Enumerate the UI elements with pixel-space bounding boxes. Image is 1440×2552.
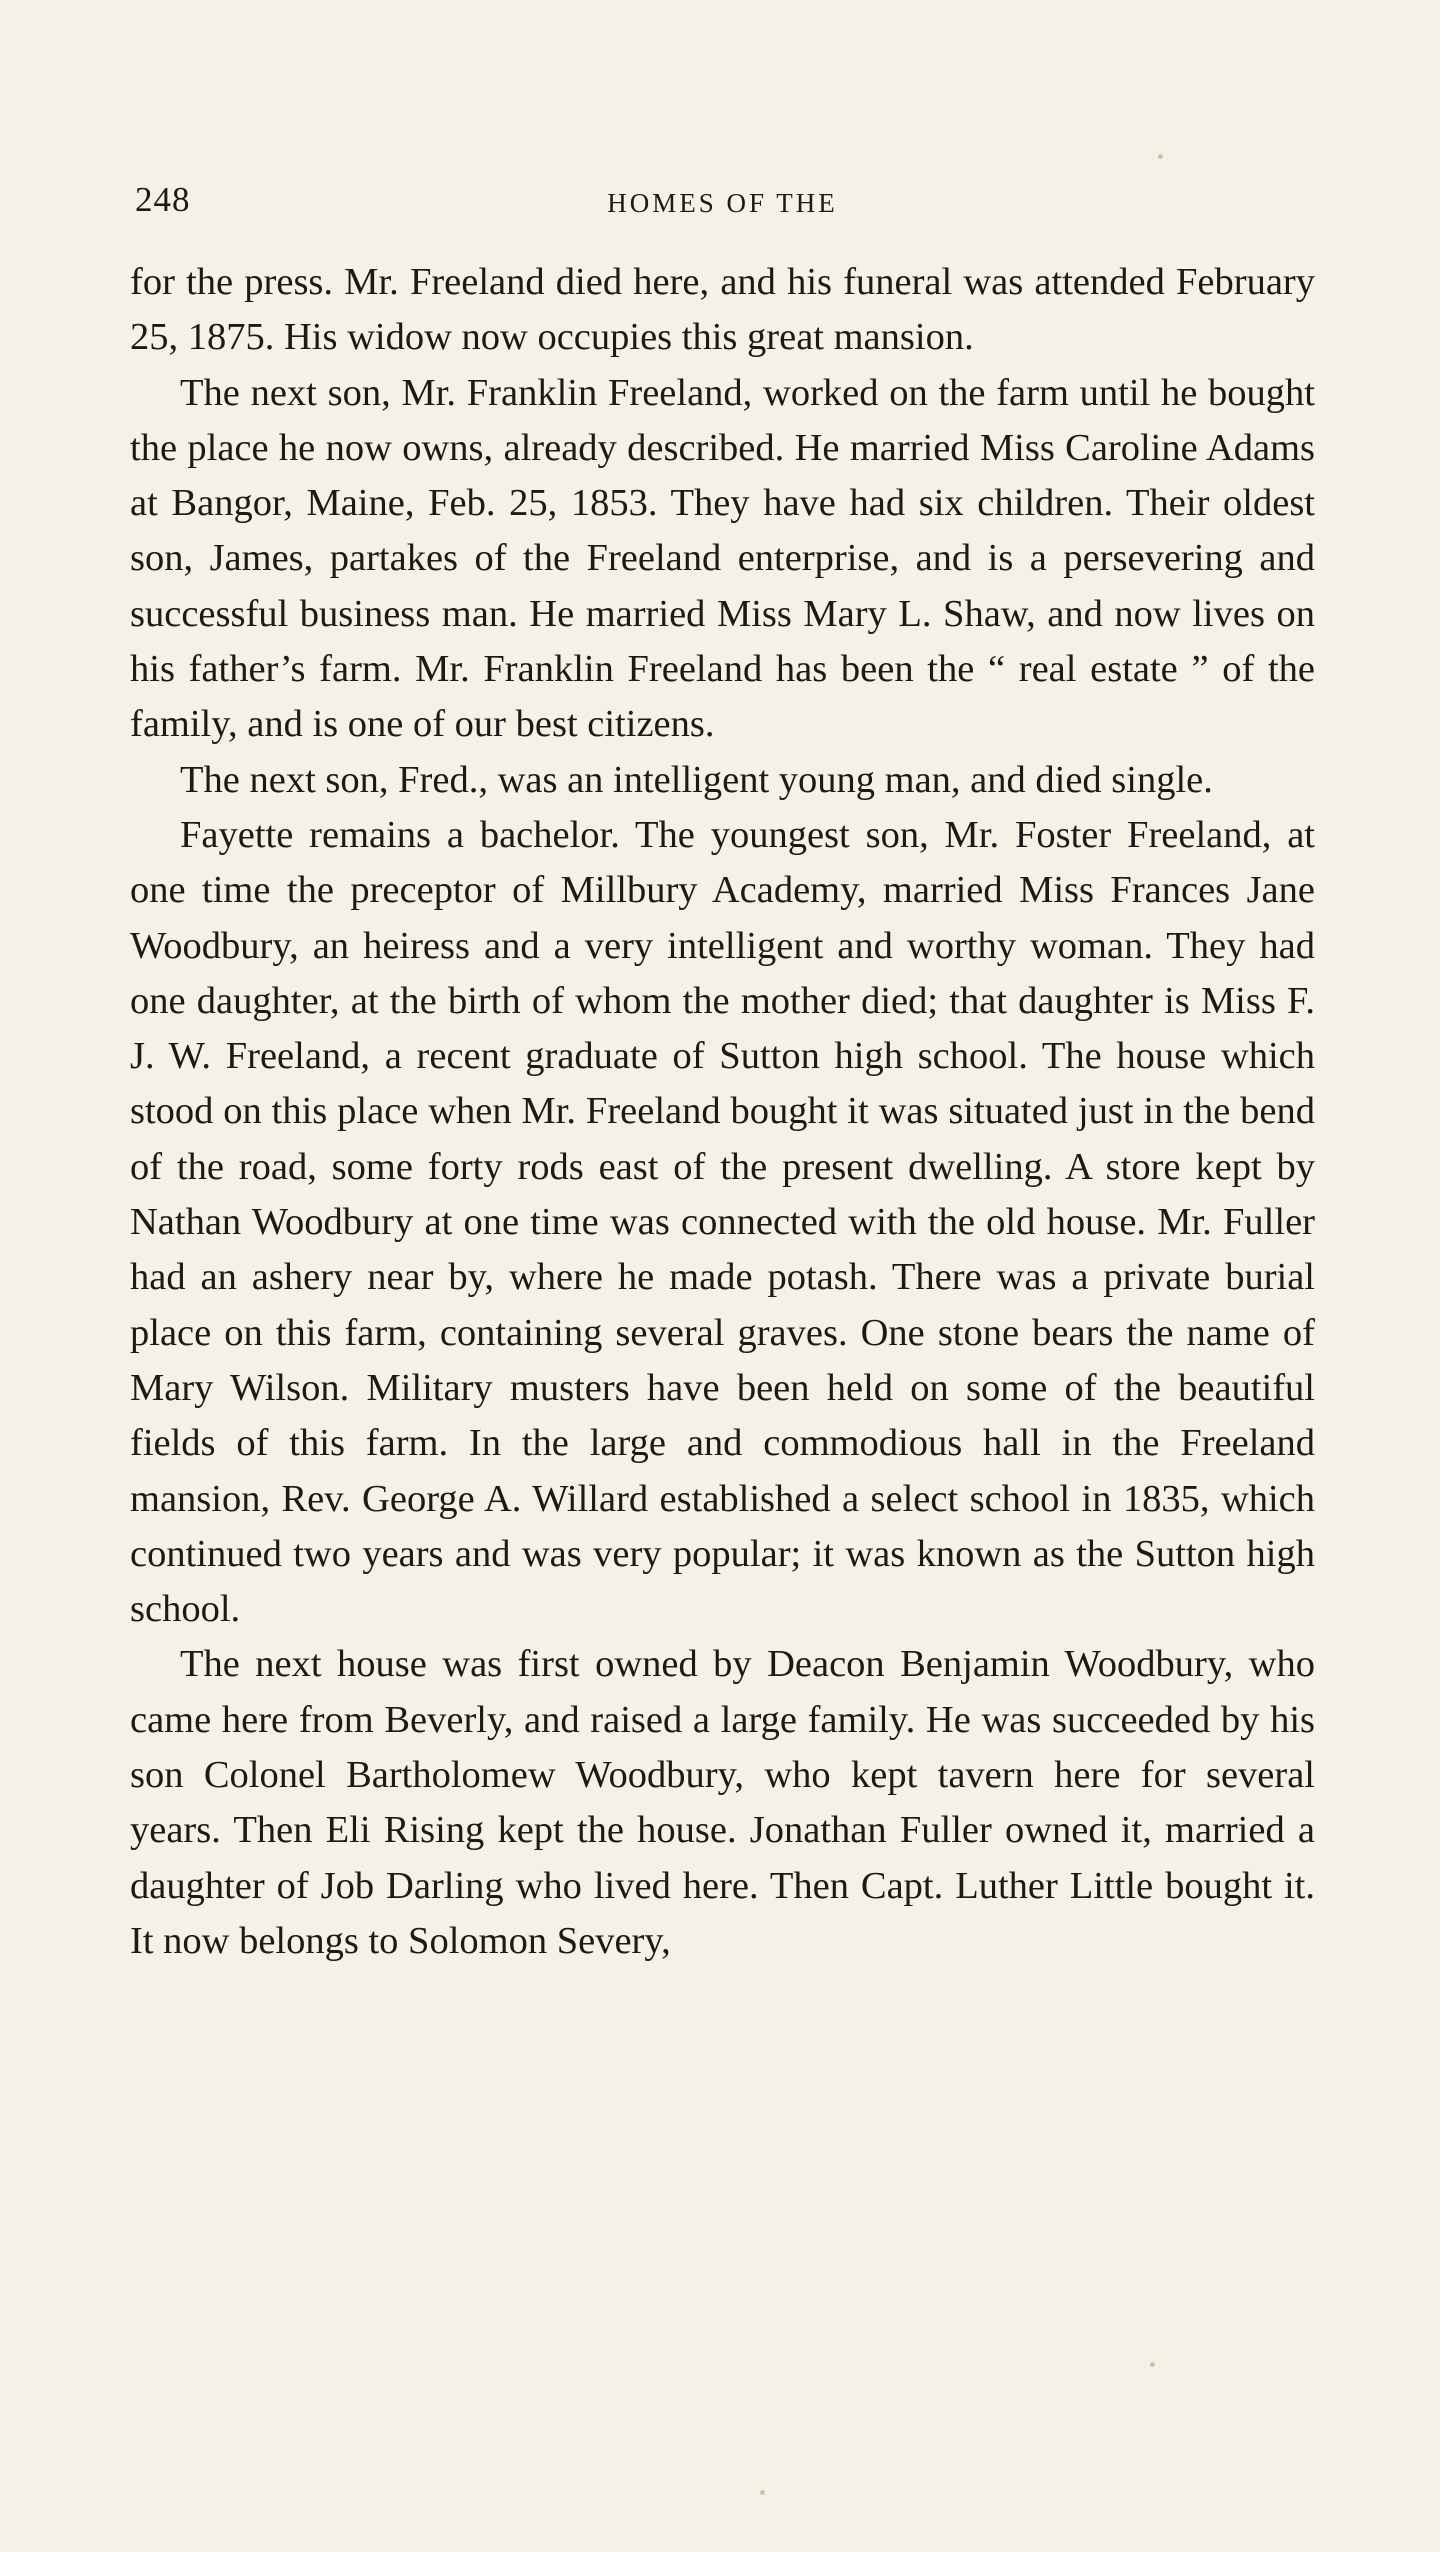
paragraph: The next son, Mr. Franklin Freeland, worked on the farm until he bought the place he now owns, already described. He married Miss Caroline Adams at Bangor, Maine, Feb. 25, 1853. They have had six children. Their oldest son, James, partakes of the Freeland enterprise, and is a persevering and successful business man. He married Miss Mary L. Shaw, and now lives on his father’s farm. Mr. Franklin Freeland has been the “ real estate ” of the family, and is one of our best citizens.: [130, 371, 1315, 746]
paragraph: The next son, Fred., was an intelligent young man, and died single.: [180, 758, 1213, 801]
page-number: 248: [135, 180, 191, 219]
paper-speck: [760, 2490, 765, 2495]
paragraph: Fayette remains a bachelor. The youngest son, Mr. Foster Freeland, at one time the preceptor of Millbury Academy, married Miss Frances Jane Woodbury, an heiress and a very intelligent and worthy woman. They had one daughter, at the birth of whom the mother died; that daughter is Miss F. J. W. Freeland, a recent graduate of Sutton high school. The house which stood on this place when Mr. Freeland bought it was situated just in the bend of the road, some forty rods east of the present dwelling. A store kept by Nathan Woodbury at one time was connected with the old house. Mr. Fuller had an ashery near by, where he made potash. There was a private burial place on this farm, containing several graves. One stone bears the name of Mary Wilson. Military musters have been held on some of the beautiful fields of this farm. In the large and commodious hall in the Freeland mansion, Rev. George A. Willard established a select school in 1835, which continued two years and was very popular; it was known as the Sutton high school.: [130, 813, 1315, 1631]
body-text: [130, 255, 1315, 1969]
running-head: HOMES OF THE: [607, 188, 838, 218]
paragraph: for the press. Mr. Freeland died here, and his funeral was attended February 25, 1875. His widow now occupies this great mansion.: [130, 261, 1315, 359]
paper-speck: [1150, 2362, 1155, 2367]
paragraph: The next house was first owned by Deacon Benjamin Woodbury, who came here from Beverly, and raised a large family. He was succeeded by his son Colonel Bartholomew Woodbury, who kept tavern here for several years. Then Eli Rising kept the house. Jonathan Fuller owned it, married a daughter of Job Darling who lived here. Then Capt. Luther Little bought it. It now belongs to Solomon Severy,: [130, 1643, 1315, 1962]
page-header: [135, 180, 1310, 230]
paper-speck: [1158, 154, 1163, 159]
